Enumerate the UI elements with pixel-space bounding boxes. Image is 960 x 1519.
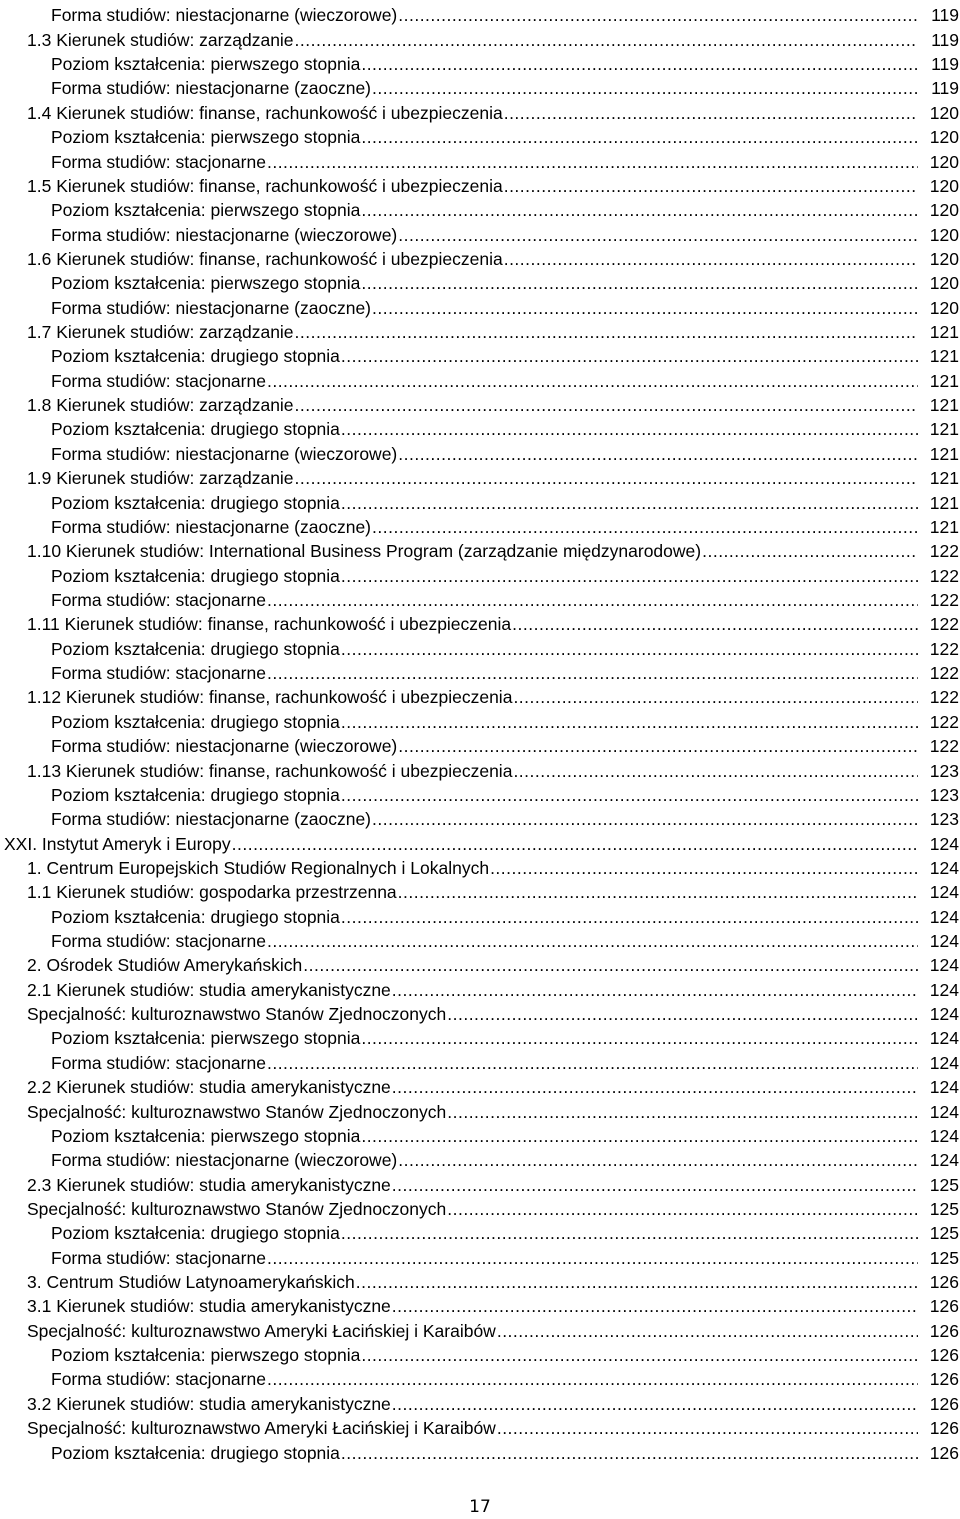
toc-entry-title: Specjalność: kulturoznawstwo Stanów Zjednoczonych [27, 1198, 447, 1219]
dot-leader [372, 517, 918, 537]
toc-entry-title: Forma studiów: stacjonarne [51, 931, 266, 952]
dot-leader [702, 541, 918, 561]
toc-entry-title: Forma studiów: stacjonarne [51, 589, 266, 610]
toc-entry-page: 121 [929, 370, 959, 391]
dot-leader [361, 127, 918, 147]
toc-entry-page: 120 [929, 175, 959, 196]
toc-entry-title: Poziom kształcenia: drugiego stopnia [51, 1223, 340, 1244]
toc-entry-title: 2.2 Kierunek studiów: studia amerykanistyczne [27, 1077, 391, 1098]
toc-entry-title: Poziom kształcenia: pierwszego stopnia [51, 54, 361, 75]
dot-leader [372, 298, 918, 318]
toc-entry-title: Poziom kształcenia: pierwszego stopnia [51, 127, 361, 148]
dot-leader [341, 566, 918, 586]
toc-entry-title: Forma studiów: niestacjonarne (zaoczne) [51, 809, 372, 830]
toc-entry[interactable] [0, 172, 960, 196]
toc-entry-page: 124 [929, 1028, 959, 1049]
toc-entry-title: 1.10 Kierunek studiów: International Business Program (zarządzanie międzynarodowe) [27, 541, 702, 562]
toc-entry-title: 1.4 Kierunek studiów: finanse, rachunkowość i ubezpieczenia [27, 102, 503, 123]
dot-leader [513, 761, 918, 781]
page-number: 17 [469, 1497, 491, 1517]
dot-leader [398, 882, 918, 902]
toc-entry[interactable] [0, 196, 960, 220]
toc-entry-page: 122 [929, 565, 959, 586]
toc-entry-page: 122 [929, 711, 959, 732]
toc-entry-page: 125 [929, 1247, 959, 1268]
toc-entry-title: Poziom kształcenia: drugiego stopnia [51, 565, 340, 586]
toc-entry-page: 121 [929, 346, 959, 367]
toc-entry[interactable] [0, 245, 960, 269]
toc-entry-title: Specjalność: kulturoznawstwo Stanów Zjednoczonych [27, 1004, 447, 1025]
toc-entry-page: 120 [929, 273, 959, 294]
dot-leader [341, 419, 918, 439]
toc-entry-page: 119 [931, 54, 959, 75]
toc-entry[interactable] [0, 293, 960, 317]
dot-leader [392, 1175, 918, 1195]
toc-entry-page: 124 [929, 1150, 959, 1171]
toc-entry[interactable] [0, 147, 960, 171]
toc-entry[interactable] [0, 513, 960, 537]
toc-entry-page: 121 [929, 419, 959, 440]
toc-entry[interactable] [0, 878, 960, 902]
toc-entry-page: 124 [929, 1125, 959, 1146]
toc-entry[interactable] [0, 488, 960, 512]
toc-entry[interactable] [0, 829, 960, 853]
toc-entry-page: 122 [929, 687, 959, 708]
toc-entry-title: Forma studiów: stacjonarne [51, 151, 266, 172]
toc-entry[interactable] [0, 732, 960, 756]
toc-entry[interactable] [0, 537, 960, 561]
dot-leader [295, 395, 918, 415]
toc-entry-page: 124 [929, 857, 959, 878]
toc-entry-page: 126 [929, 1442, 959, 1463]
toc-entry-title: 1.6 Kierunek studiów: finanse, rachunkowość i ubezpieczenia [27, 248, 503, 269]
toc-entry[interactable] [0, 1048, 960, 1072]
toc-entry-page: 120 [929, 102, 959, 123]
toc-entry[interactable] [0, 927, 960, 951]
toc-entry-page: 121 [929, 443, 959, 464]
toc-entry[interactable] [0, 1438, 960, 1462]
toc-entry[interactable] [0, 1097, 960, 1121]
dot-leader [512, 614, 918, 634]
dot-leader [267, 152, 918, 172]
dot-leader [447, 1004, 918, 1024]
toc-entry-page: 124 [929, 955, 959, 976]
dot-leader [490, 858, 918, 878]
dot-leader [361, 1345, 918, 1365]
toc-entry[interactable] [0, 123, 960, 147]
toc-entry[interactable] [0, 220, 960, 244]
toc-entry-page: 124 [929, 931, 959, 952]
toc-entry-title: 1.13 Kierunek studiów: finanse, rachunkowość i ubezpieczenia [27, 760, 513, 781]
toc-entry[interactable] [0, 25, 960, 49]
dot-leader [341, 346, 918, 366]
dot-leader [504, 249, 918, 269]
toc-entry-page: 124 [929, 979, 959, 1000]
toc-entry-title: Forma studiów: niestacjonarne (wieczorowe) [51, 1150, 398, 1171]
toc-entry[interactable] [0, 1195, 960, 1219]
toc-entry-page: 123 [929, 760, 959, 781]
dot-leader [267, 371, 918, 391]
toc-entry-title: 1.9 Kierunek studiów: zarządzanie [27, 468, 294, 489]
toc-entry-page: 124 [929, 1077, 959, 1098]
dot-leader [398, 444, 918, 464]
toc-entry[interactable] [0, 1268, 960, 1292]
toc-entry-title: 2.1 Kierunek studiów: studia amerykanistyczne [27, 979, 391, 1000]
toc-entry-page: 124 [929, 833, 959, 854]
toc-entry[interactable] [0, 1219, 960, 1243]
toc-entry-title: 1.3 Kierunek studiów: zarządzanie [27, 29, 294, 50]
dot-leader [341, 639, 918, 659]
toc-entry-title: Poziom kształcenia: drugiego stopnia [51, 638, 340, 659]
dot-leader [497, 1321, 918, 1341]
toc-entry[interactable] [0, 464, 960, 488]
toc-entry-title: Poziom kształcenia: pierwszego stopnia [51, 1028, 361, 1049]
toc-entry-title: 1.1 Kierunek studiów: gospodarka przestrzenna [27, 882, 397, 903]
dot-leader [497, 1418, 918, 1438]
toc-entry-title: Forma studiów: niestacjonarne (wieczorowe) [51, 5, 398, 26]
toc-entry-page: 120 [929, 297, 959, 318]
dot-leader [267, 931, 918, 951]
toc-entry-page: 123 [929, 809, 959, 830]
toc-entry-page: 121 [929, 492, 959, 513]
toc-entry-title: Forma studiów: niestacjonarne (wieczorowe) [51, 443, 398, 464]
dot-leader [232, 834, 918, 854]
toc-entry[interactable] [0, 366, 960, 390]
toc-entry-page: 120 [929, 224, 959, 245]
dot-leader [398, 1150, 918, 1170]
toc-entry-title: 2. Ośrodek Studiów Amerykańskich [27, 955, 303, 976]
toc-entry-page: 121 [929, 468, 959, 489]
toc-entry-title: Poziom kształcenia: pierwszego stopnia [51, 1125, 361, 1146]
toc-entry-page: 122 [929, 638, 959, 659]
toc-entry[interactable] [0, 391, 960, 415]
dot-leader [513, 687, 918, 707]
dot-leader [267, 590, 918, 610]
dot-leader [392, 1077, 918, 1097]
toc-entry[interactable] [0, 415, 960, 439]
toc-entry[interactable] [0, 1024, 960, 1048]
toc-entry[interactable] [0, 342, 960, 366]
dot-leader [392, 980, 918, 1000]
toc-entry-title: Forma studiów: niestacjonarne (wieczorowe) [51, 224, 398, 245]
toc-entry-title: Forma studiów: niestacjonarne (wieczorowe) [51, 736, 398, 757]
toc-entry-page: 124 [929, 882, 959, 903]
toc-entry-title: Forma studiów: stacjonarne [51, 1369, 266, 1390]
toc-entry-page: 122 [929, 541, 959, 562]
toc-entry-page: 120 [929, 127, 959, 148]
toc-entry-page: 124 [929, 1004, 959, 1025]
toc-entry-title: Forma studiów: niestacjonarne (zaoczne) [51, 78, 372, 99]
toc-entry-title: Forma studiów: niestacjonarne (zaoczne) [51, 516, 372, 537]
dot-leader [504, 103, 918, 123]
toc-entry-title: 1. Centrum Europejskich Studiów Regionalnych i Lokalnych [27, 857, 490, 878]
toc-entry[interactable] [0, 975, 960, 999]
toc-entry[interactable] [0, 1341, 960, 1365]
dot-leader [361, 1028, 918, 1048]
toc-entry-page: 126 [929, 1345, 959, 1366]
toc-entry-title: Poziom kształcenia: drugiego stopnia [51, 784, 340, 805]
toc-entry-page: 123 [929, 784, 959, 805]
toc-entry-title: Poziom kształcenia: pierwszego stopnia [51, 200, 361, 221]
toc-entry-page: 125 [929, 1174, 959, 1195]
toc-entry-page: 119 [931, 78, 959, 99]
toc-entry-page: 126 [929, 1393, 959, 1414]
toc-entry-page: 120 [929, 248, 959, 269]
dot-leader [398, 5, 918, 25]
toc-entry-title: Poziom kształcenia: drugiego stopnia [51, 419, 340, 440]
dot-leader [341, 1223, 918, 1243]
toc-entry-title: Poziom kształcenia: drugiego stopnia [51, 492, 340, 513]
toc-entry-page: 126 [929, 1272, 959, 1293]
dot-leader [341, 785, 918, 805]
dot-leader [392, 1296, 918, 1316]
toc-entry[interactable] [0, 1, 960, 25]
toc-entry[interactable] [0, 805, 960, 829]
toc-entry-title: 3.1 Kierunek studiów: studia amerykanistyczne [27, 1296, 391, 1317]
toc-entry[interactable] [0, 1243, 960, 1267]
dot-leader [267, 663, 918, 683]
toc-entry-page: 121 [929, 395, 959, 416]
toc-entry[interactable] [0, 1365, 960, 1389]
toc-entry-title: 1.12 Kierunek studiów: finanse, rachunkowość i ubezpieczenia [27, 687, 513, 708]
dot-leader [303, 955, 918, 975]
toc-entry[interactable] [0, 781, 960, 805]
toc-entry[interactable] [0, 439, 960, 463]
toc-entry-title: Poziom kształcenia: drugiego stopnia [51, 711, 340, 732]
toc-entry[interactable] [0, 50, 960, 74]
dot-leader [398, 225, 918, 245]
dot-leader [341, 493, 918, 513]
toc-entry[interactable] [0, 1146, 960, 1170]
dot-leader [267, 1248, 918, 1268]
toc-entry[interactable] [0, 98, 960, 122]
toc-entry-title: Poziom kształcenia: drugiego stopnia [51, 346, 340, 367]
dot-leader [392, 1394, 918, 1414]
toc-entry-page: 122 [929, 589, 959, 610]
dot-leader [372, 809, 918, 829]
toc-entry[interactable] [0, 610, 960, 634]
toc-entry-title: Poziom kształcenia: drugiego stopnia [51, 906, 340, 927]
dot-leader [372, 78, 918, 98]
dot-leader [504, 176, 918, 196]
toc-entry[interactable] [0, 74, 960, 98]
toc-entry[interactable] [0, 756, 960, 780]
toc-entry[interactable] [0, 902, 960, 926]
toc-entry[interactable] [0, 586, 960, 610]
toc-entry[interactable] [0, 1170, 960, 1194]
dot-leader [447, 1102, 918, 1122]
toc-entry-title: Specjalność: kulturoznawstwo Stanów Zjednoczonych [27, 1101, 447, 1122]
toc-entry-title: 1.5 Kierunek studiów: finanse, rachunkowość i ubezpieczenia [27, 175, 503, 196]
toc-entry-page: 122 [929, 736, 959, 757]
toc-entry[interactable] [0, 318, 960, 342]
dot-leader [295, 30, 918, 50]
toc-entry-page: 120 [929, 200, 959, 221]
toc-entry-page: 121 [929, 516, 959, 537]
toc-entry-page: 124 [929, 1101, 959, 1122]
toc-entry-page: 126 [929, 1369, 959, 1390]
toc-entry-page: 122 [929, 663, 959, 684]
toc-entry[interactable] [0, 659, 960, 683]
toc-entry-page: 124 [929, 906, 959, 927]
dot-leader [341, 712, 918, 732]
dot-leader [356, 1272, 918, 1292]
toc-entry[interactable] [0, 634, 960, 658]
toc-entry[interactable] [0, 1316, 960, 1340]
toc-entry-title: 1.11 Kierunek studiów: finanse, rachunkowość i ubezpieczenia [27, 614, 512, 635]
dot-leader [361, 54, 918, 74]
toc-entry-page: 119 [931, 5, 959, 26]
dot-leader [361, 1126, 918, 1146]
toc-entry-page: 125 [929, 1198, 959, 1219]
toc-entry-page: 126 [929, 1418, 959, 1439]
toc-entry-page: 121 [929, 322, 959, 343]
dot-leader [361, 273, 918, 293]
dot-leader [447, 1199, 918, 1219]
toc-entry[interactable] [0, 854, 960, 878]
toc-entry-title: Poziom kształcenia: drugiego stopnia [51, 1442, 340, 1463]
toc-entry-title: Specjalność: kulturoznawstwo Ameryki Łacińskiej i Karaibów [27, 1418, 496, 1439]
dot-leader [398, 736, 918, 756]
toc-entry[interactable] [0, 951, 960, 975]
toc-entry-page: 126 [929, 1296, 959, 1317]
toc-entry[interactable] [0, 1073, 960, 1097]
toc-entry[interactable] [0, 1000, 960, 1024]
toc-entry-title: Poziom kształcenia: pierwszego stopnia [51, 273, 361, 294]
toc-entry-title: Forma studiów: stacjonarne [51, 1247, 266, 1268]
toc-entry-title: 3. Centrum Studiów Latynoamerykańskich [27, 1272, 355, 1293]
toc-entry-page: 125 [929, 1223, 959, 1244]
toc-entry-title: 3.2 Kierunek studiów: studia amerykanistyczne [27, 1393, 391, 1414]
toc-entry[interactable] [0, 1389, 960, 1413]
toc-entry[interactable] [0, 683, 960, 707]
toc-entry-page: 120 [929, 151, 959, 172]
toc-entry[interactable] [0, 561, 960, 585]
toc-entry[interactable] [0, 1414, 960, 1438]
toc-entry-title: Specjalność: kulturoznawstwo Ameryki Łacińskiej i Karaibów [27, 1320, 496, 1341]
dot-leader [267, 1053, 918, 1073]
table-of-contents [0, 1, 960, 1463]
toc-entry[interactable] [0, 269, 960, 293]
toc-entry-title: 1.8 Kierunek studiów: zarządzanie [27, 395, 294, 416]
toc-entry-title: Forma studiów: niestacjonarne (zaoczne) [51, 297, 372, 318]
toc-entry-page: 119 [931, 29, 959, 50]
dot-leader [295, 322, 918, 342]
toc-entry-title: Forma studiów: stacjonarne [51, 663, 266, 684]
toc-entry[interactable] [0, 1122, 960, 1146]
toc-entry-title: Poziom kształcenia: pierwszego stopnia [51, 1345, 361, 1366]
toc-entry-page: 126 [929, 1320, 959, 1341]
dot-leader [361, 200, 918, 220]
toc-entry-title: Forma studiów: stacjonarne [51, 1052, 266, 1073]
toc-entry-title: Forma studiów: stacjonarne [51, 370, 266, 391]
dot-leader [295, 468, 918, 488]
toc-entry-page: 124 [929, 1052, 959, 1073]
dot-leader [267, 1369, 918, 1389]
toc-entry[interactable] [0, 707, 960, 731]
toc-entry-page: 122 [929, 614, 959, 635]
dot-leader [341, 1443, 918, 1463]
dot-leader [341, 907, 918, 927]
toc-entry-title: XXI. Instytut Ameryk i Europy [4, 833, 231, 854]
toc-entry-title: 1.7 Kierunek studiów: zarządzanie [27, 322, 294, 343]
toc-entry-title: 2.3 Kierunek studiów: studia amerykanistyczne [27, 1174, 391, 1195]
toc-entry[interactable] [0, 1292, 960, 1316]
